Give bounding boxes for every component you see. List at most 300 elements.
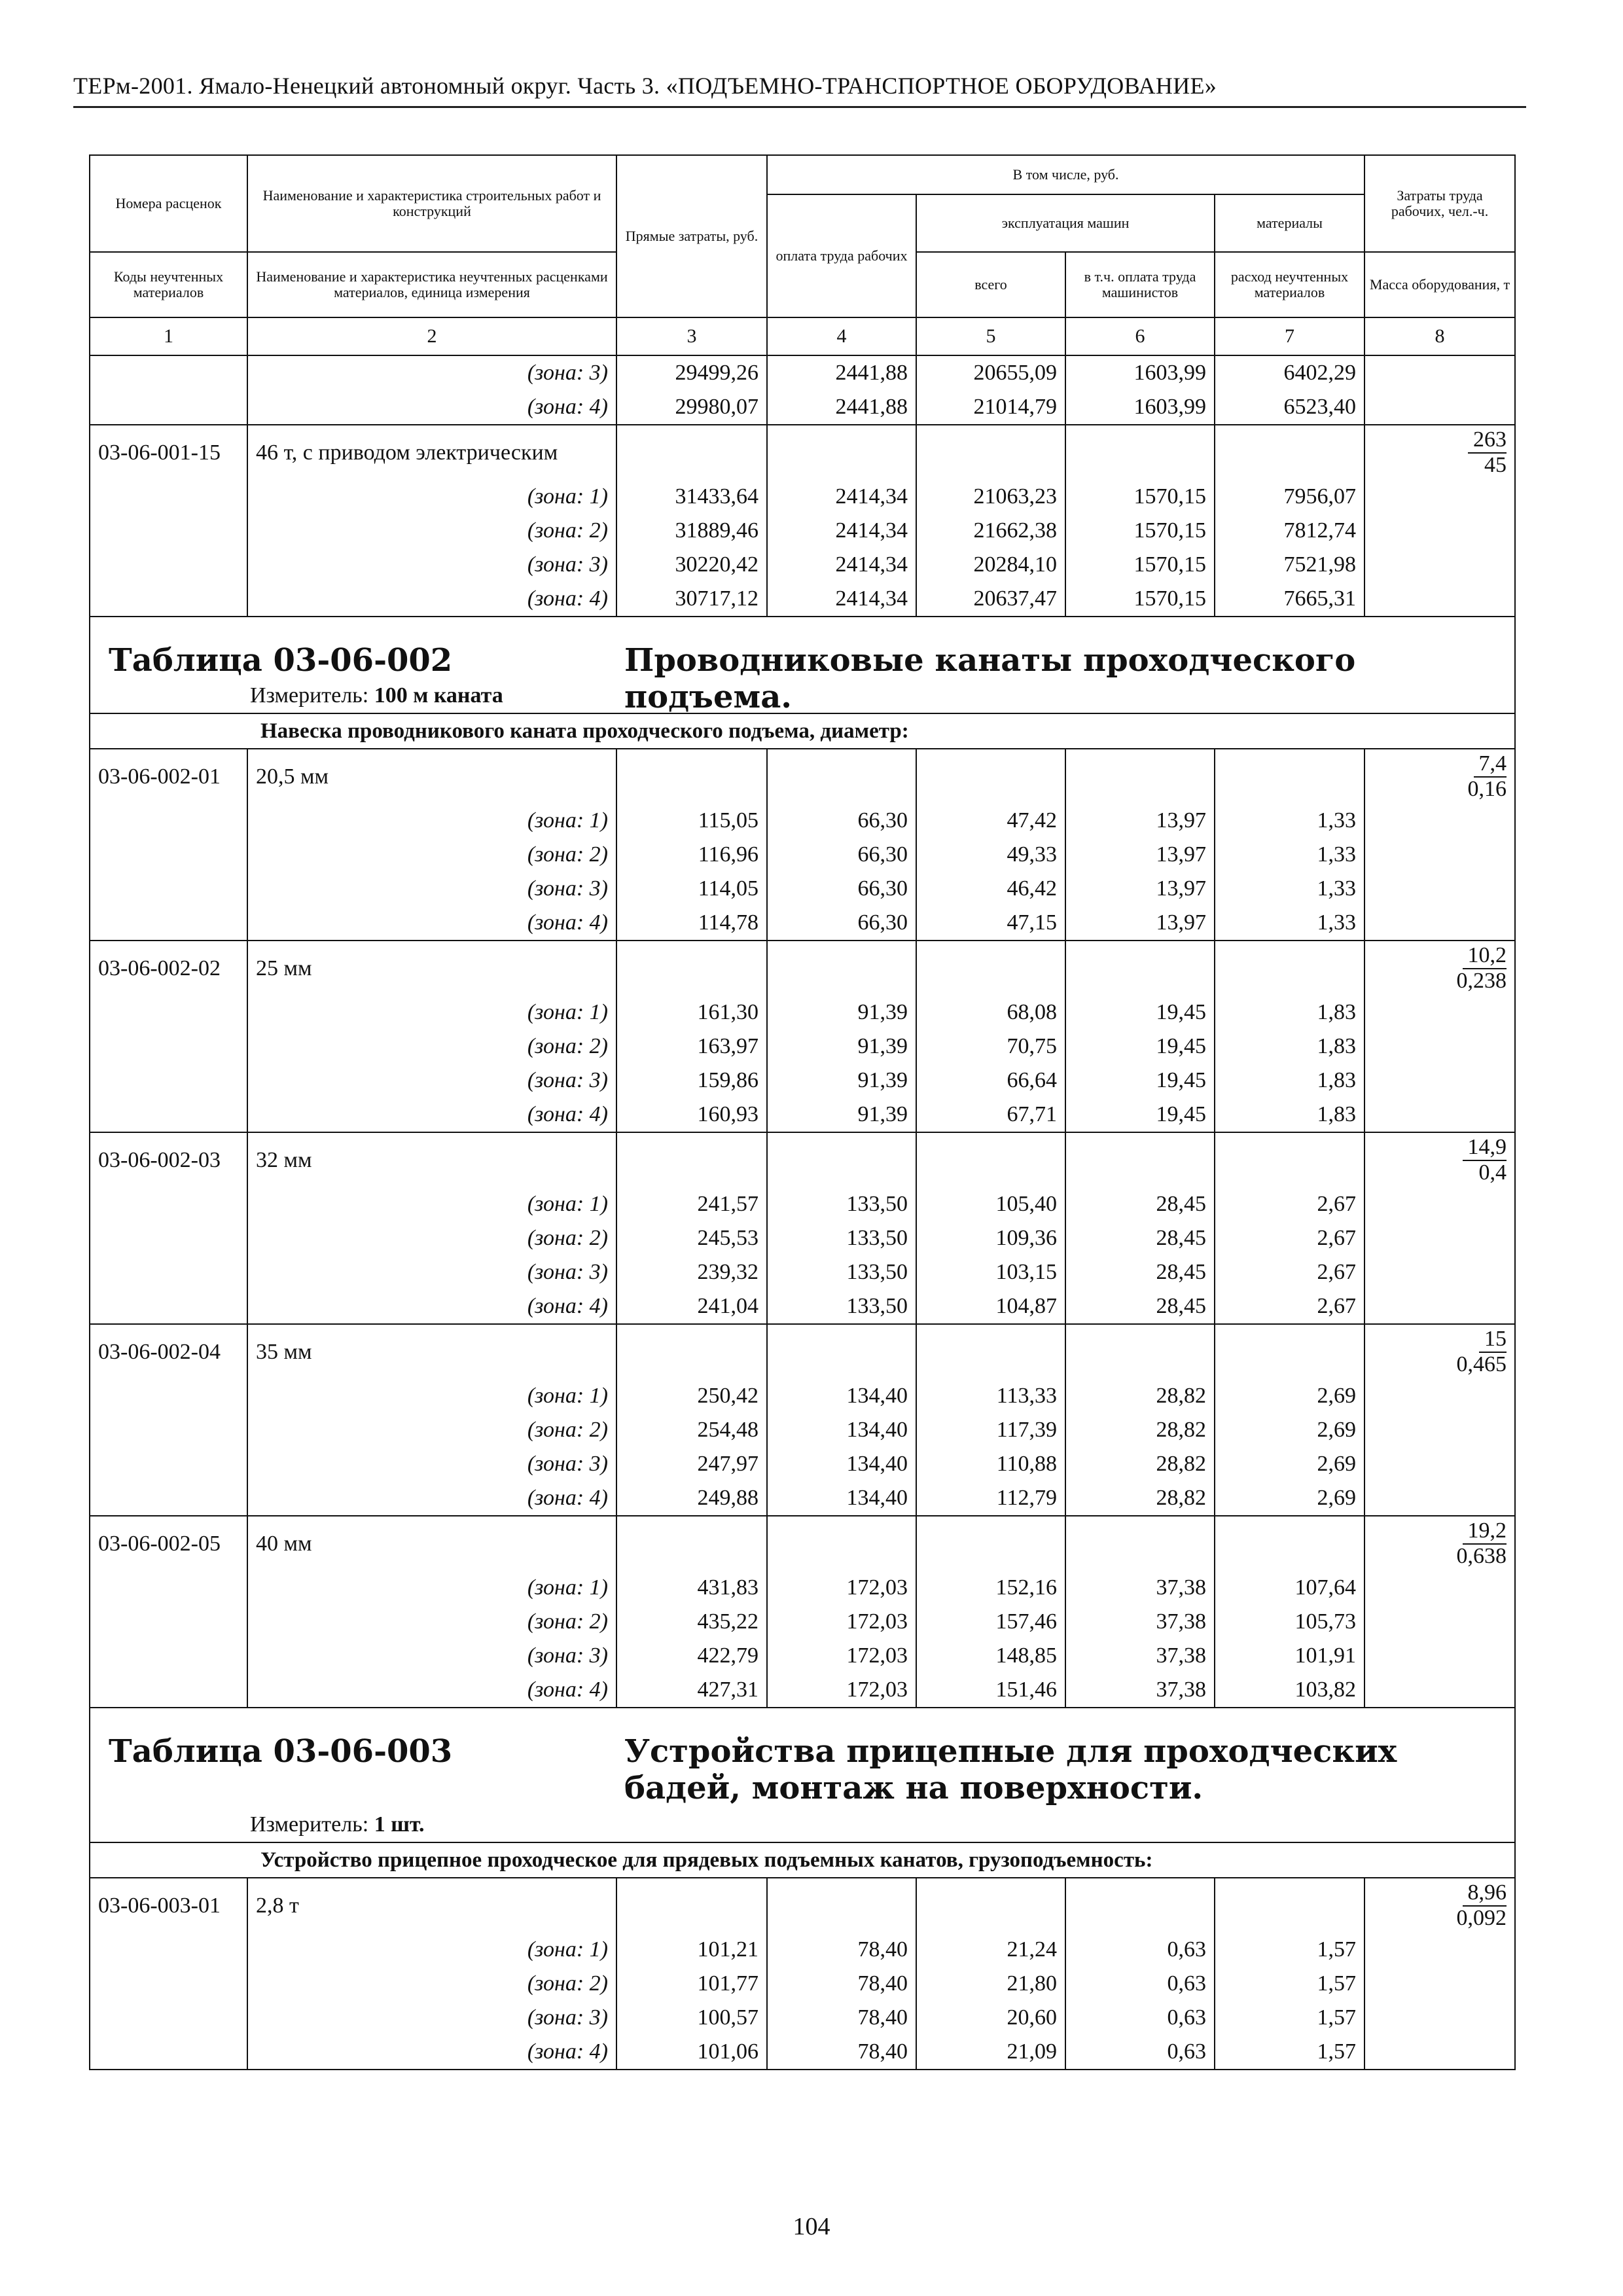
measure-line xyxy=(109,1810,1496,1839)
value-cell: 7665,31 xyxy=(1215,582,1364,617)
value-cell: 103,15 xyxy=(916,1255,1065,1289)
zone-row xyxy=(90,390,1515,425)
header-rule xyxy=(73,106,1526,108)
labor-mass-fraction xyxy=(1364,941,1515,996)
value-cell: 1,57 xyxy=(1215,1967,1364,2001)
item-code: 03-06-002-05 xyxy=(90,1516,247,1571)
empty-cell xyxy=(90,804,247,838)
value-cell: 20,60 xyxy=(916,2001,1065,2035)
value-cell: 172,03 xyxy=(767,1605,916,1639)
value-cell: 7521,98 xyxy=(1215,548,1364,582)
value-cell: 249,88 xyxy=(616,1481,767,1516)
value-cell: 2441,88 xyxy=(767,390,916,425)
empty-cell xyxy=(1364,582,1515,617)
col-number: 7 xyxy=(1215,317,1364,355)
zone-row xyxy=(90,1379,1515,1413)
value-cell: 21,24 xyxy=(916,1933,1065,1967)
measure-value: 100 м каната xyxy=(374,683,503,708)
value-cell: 28,82 xyxy=(1065,1379,1215,1413)
item-row xyxy=(90,1516,1515,1571)
empty-cell xyxy=(767,425,916,480)
empty-cell xyxy=(1065,1324,1215,1379)
value-cell: 163,97 xyxy=(616,1030,767,1064)
zone-label: (зона: 3) xyxy=(247,355,616,390)
value-cell: 250,42 xyxy=(616,1379,767,1413)
value-cell: 100,57 xyxy=(616,2001,767,2035)
empty-cell xyxy=(1215,1324,1364,1379)
labor-hours: 263 xyxy=(1468,428,1507,454)
col-number: 5 xyxy=(916,317,1065,355)
empty-cell xyxy=(916,1516,1065,1571)
labor-mass-fraction xyxy=(1364,1132,1515,1187)
empty-cell xyxy=(1364,1605,1515,1639)
value-cell: 1603,99 xyxy=(1065,355,1215,390)
machines-header: эксплуатация машин xyxy=(916,194,1215,252)
value-cell: 66,64 xyxy=(916,1064,1065,1098)
value-cell: 103,82 xyxy=(1215,1673,1364,1708)
col1-top-header: Номера расценок xyxy=(90,155,247,252)
item-row xyxy=(90,1132,1515,1187)
labor-mass-fraction xyxy=(1364,1878,1515,1933)
value-cell: 1,83 xyxy=(1215,1098,1364,1132)
zone-label: (зона: 3) xyxy=(247,548,616,582)
value-cell: 31433,64 xyxy=(616,480,767,514)
zone-row xyxy=(90,1605,1515,1639)
value-cell: 160,93 xyxy=(616,1098,767,1132)
value-cell: 78,40 xyxy=(767,1967,916,2001)
value-cell: 19,45 xyxy=(1065,1098,1215,1132)
labor-mass-fraction xyxy=(1364,1324,1515,1379)
zone-row xyxy=(90,872,1515,906)
empty-cell xyxy=(1364,1447,1515,1481)
col8-bottom-header: Масса оборудования, т xyxy=(1364,252,1515,317)
equipment-mass: 0,16 xyxy=(1467,777,1507,801)
value-cell: 21662,38 xyxy=(916,514,1065,548)
value-cell: 46,42 xyxy=(916,872,1065,906)
empty-cell xyxy=(1364,1933,1515,1967)
empty-cell xyxy=(616,1516,767,1571)
value-cell: 0,63 xyxy=(1065,2035,1215,2070)
value-cell: 28,45 xyxy=(1065,1187,1215,1221)
value-cell: 21014,79 xyxy=(916,390,1065,425)
labor-mass-fraction xyxy=(1364,749,1515,804)
zone-row xyxy=(90,480,1515,514)
value-cell: 105,40 xyxy=(916,1187,1065,1221)
value-cell: 159,86 xyxy=(616,1064,767,1098)
zone-label: (зона: 2) xyxy=(247,838,616,872)
empty-cell xyxy=(90,1030,247,1064)
empty-cell xyxy=(90,1447,247,1481)
empty-cell xyxy=(90,514,247,548)
empty-cell xyxy=(90,1605,247,1639)
empty-cell xyxy=(767,1878,916,1933)
item-name: 20,5 мм xyxy=(247,749,616,804)
equipment-mass: 0,465 xyxy=(1456,1352,1507,1376)
zone-label: (зона: 2) xyxy=(247,1221,616,1255)
zone-row xyxy=(90,2001,1515,2035)
value-cell: 66,30 xyxy=(767,838,916,872)
zone-label: (зона: 4) xyxy=(247,1673,616,1708)
value-cell: 21063,23 xyxy=(916,480,1065,514)
value-cell: 1,83 xyxy=(1215,1030,1364,1064)
value-cell: 110,88 xyxy=(916,1447,1065,1481)
value-cell: 66,30 xyxy=(767,872,916,906)
zone-label: (зона: 1) xyxy=(247,1933,616,1967)
zone-row xyxy=(90,1571,1515,1605)
col1-bottom-header: Коды неучтенных материалов xyxy=(90,252,247,317)
value-cell: 30717,12 xyxy=(616,582,767,617)
zone-row xyxy=(90,514,1515,548)
empty-cell xyxy=(1364,1639,1515,1673)
empty-cell xyxy=(90,1379,247,1413)
value-cell: 134,40 xyxy=(767,1413,916,1447)
value-cell: 241,57 xyxy=(616,1187,767,1221)
value-cell: 1,33 xyxy=(1215,838,1364,872)
value-cell: 47,42 xyxy=(916,804,1065,838)
value-cell: 2,69 xyxy=(1215,1447,1364,1481)
equipment-mass: 0,238 xyxy=(1456,969,1507,993)
table-header xyxy=(90,155,1515,355)
value-cell: 114,78 xyxy=(616,906,767,941)
value-cell: 427,31 xyxy=(616,1673,767,1708)
zone-row xyxy=(90,1098,1515,1132)
value-cell: 104,87 xyxy=(916,1289,1065,1324)
value-cell: 435,22 xyxy=(616,1605,767,1639)
value-cell: 2,69 xyxy=(1215,1413,1364,1447)
empty-cell xyxy=(916,1324,1065,1379)
zone-row xyxy=(90,548,1515,582)
empty-cell xyxy=(1364,1967,1515,2001)
zone-row xyxy=(90,1447,1515,1481)
zone-label: (зона: 4) xyxy=(247,1098,616,1132)
zone-label: (зона: 4) xyxy=(247,1481,616,1516)
equipment-mass: 0,638 xyxy=(1456,1544,1507,1568)
value-cell: 37,38 xyxy=(1065,1673,1215,1708)
empty-cell xyxy=(1215,1132,1364,1187)
zone-label: (зона: 4) xyxy=(247,906,616,941)
col8-top-header: Затраты труда рабочих, чел.-ч. xyxy=(1364,155,1515,252)
empty-cell xyxy=(916,941,1065,996)
value-cell: 101,91 xyxy=(1215,1639,1364,1673)
measure-label: Измеритель: xyxy=(250,1812,369,1837)
col-number: 2 xyxy=(247,317,616,355)
value-cell: 30220,42 xyxy=(616,548,767,582)
value-cell: 2441,88 xyxy=(767,355,916,390)
value-cell: 28,45 xyxy=(1065,1255,1215,1289)
value-cell: 19,45 xyxy=(1065,1064,1215,1098)
empty-cell xyxy=(90,872,247,906)
value-cell: 101,06 xyxy=(616,2035,767,2070)
item-code: 03-06-002-04 xyxy=(90,1324,247,1379)
zone-label: (зона: 4) xyxy=(247,2035,616,2070)
zone-label: (зона: 2) xyxy=(247,1030,616,1064)
price-table xyxy=(89,154,1516,2070)
value-cell: 422,79 xyxy=(616,1639,767,1673)
empty-cell xyxy=(90,2001,247,2035)
empty-cell xyxy=(90,390,247,425)
value-cell: 21,80 xyxy=(916,1967,1065,2001)
zone-label: (зона: 1) xyxy=(247,480,616,514)
value-cell: 245,53 xyxy=(616,1221,767,1255)
value-cell: 2414,34 xyxy=(767,480,916,514)
empty-cell xyxy=(616,941,767,996)
empty-cell xyxy=(1364,906,1515,941)
empty-cell xyxy=(1364,1413,1515,1447)
value-cell: 1,83 xyxy=(1215,1064,1364,1098)
empty-cell xyxy=(767,1516,916,1571)
section-row xyxy=(90,713,1515,749)
value-cell: 28,82 xyxy=(1065,1481,1215,1516)
empty-cell xyxy=(90,1481,247,1516)
value-cell: 47,15 xyxy=(916,906,1065,941)
value-cell: 13,97 xyxy=(1065,872,1215,906)
empty-cell xyxy=(1065,749,1215,804)
zone-label: (зона: 2) xyxy=(247,1413,616,1447)
section-heading: Устройство прицепное проходческое для прядевых подъемных канатов, грузоподъемность: xyxy=(90,1842,1515,1878)
empty-cell xyxy=(767,1324,916,1379)
value-cell: 1,57 xyxy=(1215,2035,1364,2070)
zone-label: (зона: 1) xyxy=(247,1187,616,1221)
value-cell: 68,08 xyxy=(916,996,1065,1030)
empty-cell xyxy=(1215,941,1364,996)
zone-row xyxy=(90,1221,1515,1255)
value-cell: 20284,10 xyxy=(916,548,1065,582)
value-cell: 115,05 xyxy=(616,804,767,838)
zone-label: (зона: 4) xyxy=(247,582,616,617)
col7-header: расход неучтенных материалов xyxy=(1215,252,1364,317)
value-cell: 172,03 xyxy=(767,1673,916,1708)
empty-cell xyxy=(1215,425,1364,480)
value-cell: 134,40 xyxy=(767,1379,916,1413)
equipment-mass: 0,092 xyxy=(1456,1906,1507,1930)
table-title: Устройства прицепные для проходческих бадей, монтаж на поверхности. xyxy=(624,1733,1397,1806)
value-cell: 133,50 xyxy=(767,1289,916,1324)
zone-row xyxy=(90,1064,1515,1098)
value-cell: 37,38 xyxy=(1065,1571,1215,1605)
empty-cell xyxy=(916,1878,1065,1933)
empty-cell xyxy=(616,749,767,804)
value-cell: 2,67 xyxy=(1215,1221,1364,1255)
zone-row xyxy=(90,1289,1515,1324)
item-code: 03-06-002-02 xyxy=(90,941,247,996)
value-cell: 91,39 xyxy=(767,1064,916,1098)
empty-cell xyxy=(1364,2001,1515,2035)
item-name: 25 мм xyxy=(247,941,616,996)
value-cell: 1570,15 xyxy=(1065,514,1215,548)
zone-label: (зона: 1) xyxy=(247,804,616,838)
item-row xyxy=(90,425,1515,480)
value-cell: 133,50 xyxy=(767,1221,916,1255)
table-title-block xyxy=(90,617,1515,713)
value-cell: 101,77 xyxy=(616,1967,767,2001)
zone-row xyxy=(90,1413,1515,1447)
item-code: 03-06-002-01 xyxy=(90,749,247,804)
empty-cell xyxy=(1065,1132,1215,1187)
value-cell: 31889,46 xyxy=(616,514,767,548)
value-cell: 0,63 xyxy=(1065,2001,1215,2035)
value-cell: 1570,15 xyxy=(1065,480,1215,514)
value-cell: 1570,15 xyxy=(1065,548,1215,582)
table-title-block xyxy=(90,1708,1515,1842)
col-number: 1 xyxy=(90,317,247,355)
col-number: 6 xyxy=(1065,317,1215,355)
value-cell: 152,16 xyxy=(916,1571,1065,1605)
value-cell: 0,63 xyxy=(1065,1933,1215,1967)
empty-cell xyxy=(90,1255,247,1289)
value-cell: 134,40 xyxy=(767,1447,916,1481)
zone-row xyxy=(90,1933,1515,1967)
value-cell: 2,67 xyxy=(1215,1187,1364,1221)
value-cell: 172,03 xyxy=(767,1571,916,1605)
empty-cell xyxy=(1364,1673,1515,1708)
table-title-row xyxy=(90,617,1515,713)
value-cell: 1,33 xyxy=(1215,804,1364,838)
zone-label: (зона: 3) xyxy=(247,1639,616,1673)
item-name: 2,8 т xyxy=(247,1878,616,1933)
value-cell: 2414,34 xyxy=(767,514,916,548)
value-cell: 91,39 xyxy=(767,1030,916,1064)
item-row xyxy=(90,1878,1515,1933)
value-cell: 20655,09 xyxy=(916,355,1065,390)
empty-cell xyxy=(1364,390,1515,425)
zone-row xyxy=(90,996,1515,1030)
empty-cell xyxy=(90,1098,247,1132)
zone-label: (зона: 4) xyxy=(247,1289,616,1324)
section-heading: Навеска проводникового каната проходческого подъема, диаметр: xyxy=(90,713,1515,749)
value-cell: 29980,07 xyxy=(616,390,767,425)
zone-row xyxy=(90,1481,1515,1516)
zone-label: (зона: 1) xyxy=(247,996,616,1030)
zone-row xyxy=(90,1639,1515,1673)
empty-cell xyxy=(90,355,247,390)
value-cell: 67,71 xyxy=(916,1098,1065,1132)
empty-cell xyxy=(90,1289,247,1324)
empty-cell xyxy=(90,582,247,617)
value-cell: 0,63 xyxy=(1065,1967,1215,2001)
col5-header: всего xyxy=(916,252,1065,317)
value-cell: 117,39 xyxy=(916,1413,1065,1447)
table-id: Таблица 03-06-003 xyxy=(109,1733,453,1770)
value-cell: 172,03 xyxy=(767,1639,916,1673)
col4-header: оплата труда рабочих xyxy=(767,194,916,317)
empty-cell xyxy=(1364,1255,1515,1289)
item-name: 32 мм xyxy=(247,1132,616,1187)
value-cell: 1,33 xyxy=(1215,872,1364,906)
empty-cell xyxy=(90,1571,247,1605)
empty-cell xyxy=(916,425,1065,480)
labor-hours: 19,2 xyxy=(1463,1519,1507,1545)
measure-label: Измеритель: xyxy=(250,683,369,708)
empty-cell xyxy=(1364,1289,1515,1324)
empty-cell xyxy=(1364,1030,1515,1064)
value-cell: 20637,47 xyxy=(916,582,1065,617)
value-cell: 13,97 xyxy=(1065,804,1215,838)
zone-label: (зона: 1) xyxy=(247,1571,616,1605)
value-cell: 7812,74 xyxy=(1215,514,1364,548)
empty-cell xyxy=(1065,1878,1215,1933)
item-code: 03-06-001-15 xyxy=(90,425,247,480)
value-cell: 1,83 xyxy=(1215,996,1364,1030)
value-cell: 254,48 xyxy=(616,1413,767,1447)
item-name: 35 мм xyxy=(247,1324,616,1379)
empty-cell xyxy=(767,749,916,804)
zone-label: (зона: 3) xyxy=(247,1064,616,1098)
labor-hours: 15 xyxy=(1479,1327,1507,1353)
empty-cell xyxy=(1364,2035,1515,2070)
empty-cell xyxy=(90,1933,247,1967)
empty-cell xyxy=(90,1413,247,1447)
value-cell: 113,33 xyxy=(916,1379,1065,1413)
value-cell: 161,30 xyxy=(616,996,767,1030)
empty-cell xyxy=(616,425,767,480)
empty-cell xyxy=(1215,1878,1364,1933)
zone-label: (зона: 1) xyxy=(247,1379,616,1413)
value-cell: 29499,26 xyxy=(616,355,767,390)
value-cell: 66,30 xyxy=(767,906,916,941)
zone-row xyxy=(90,2035,1515,2070)
value-cell: 133,50 xyxy=(767,1255,916,1289)
empty-cell xyxy=(1364,1221,1515,1255)
labor-hours: 14,9 xyxy=(1463,1136,1507,1161)
col-number: 8 xyxy=(1364,317,1515,355)
empty-cell xyxy=(90,548,247,582)
value-cell: 1,33 xyxy=(1215,906,1364,941)
value-cell: 6523,40 xyxy=(1215,390,1364,425)
value-cell: 78,40 xyxy=(767,1933,916,1967)
empty-cell xyxy=(90,480,247,514)
empty-cell xyxy=(90,1639,247,1673)
value-cell: 13,97 xyxy=(1065,838,1215,872)
value-cell: 1,57 xyxy=(1215,2001,1364,2035)
empty-cell xyxy=(1364,1481,1515,1516)
zone-row xyxy=(90,1030,1515,1064)
empty-cell xyxy=(1065,425,1215,480)
empty-cell xyxy=(90,2035,247,2070)
empty-cell xyxy=(1364,996,1515,1030)
empty-cell xyxy=(1364,1379,1515,1413)
measure-value: 1 шт. xyxy=(374,1812,425,1837)
value-cell: 28,45 xyxy=(1065,1289,1215,1324)
empty-cell xyxy=(616,1878,767,1933)
value-cell: 28,82 xyxy=(1065,1413,1215,1447)
value-cell: 49,33 xyxy=(916,838,1065,872)
value-cell: 148,85 xyxy=(916,1639,1065,1673)
value-cell: 37,38 xyxy=(1065,1639,1215,1673)
empty-cell xyxy=(616,1132,767,1187)
value-cell: 2,67 xyxy=(1215,1289,1364,1324)
empty-cell xyxy=(1364,1098,1515,1132)
zone-row xyxy=(90,1255,1515,1289)
col3-header: Прямые затраты, руб. xyxy=(616,155,767,317)
col-number: 3 xyxy=(616,317,767,355)
section-row xyxy=(90,1842,1515,1878)
empty-cell xyxy=(1364,1064,1515,1098)
empty-cell xyxy=(916,749,1065,804)
materials-header: материалы xyxy=(1215,194,1364,252)
value-cell: 241,04 xyxy=(616,1289,767,1324)
value-cell: 19,45 xyxy=(1065,1030,1215,1064)
value-cell: 2,69 xyxy=(1215,1481,1364,1516)
value-cell: 2414,34 xyxy=(767,548,916,582)
zone-row xyxy=(90,355,1515,390)
value-cell: 6402,29 xyxy=(1215,355,1364,390)
value-cell: 1603,99 xyxy=(1065,390,1215,425)
zone-label: (зона: 3) xyxy=(247,872,616,906)
zone-row xyxy=(90,838,1515,872)
table-title: Проводниковые канаты проходческого подъема. xyxy=(624,642,1356,715)
empty-cell xyxy=(90,1673,247,1708)
zone-row xyxy=(90,1187,1515,1221)
